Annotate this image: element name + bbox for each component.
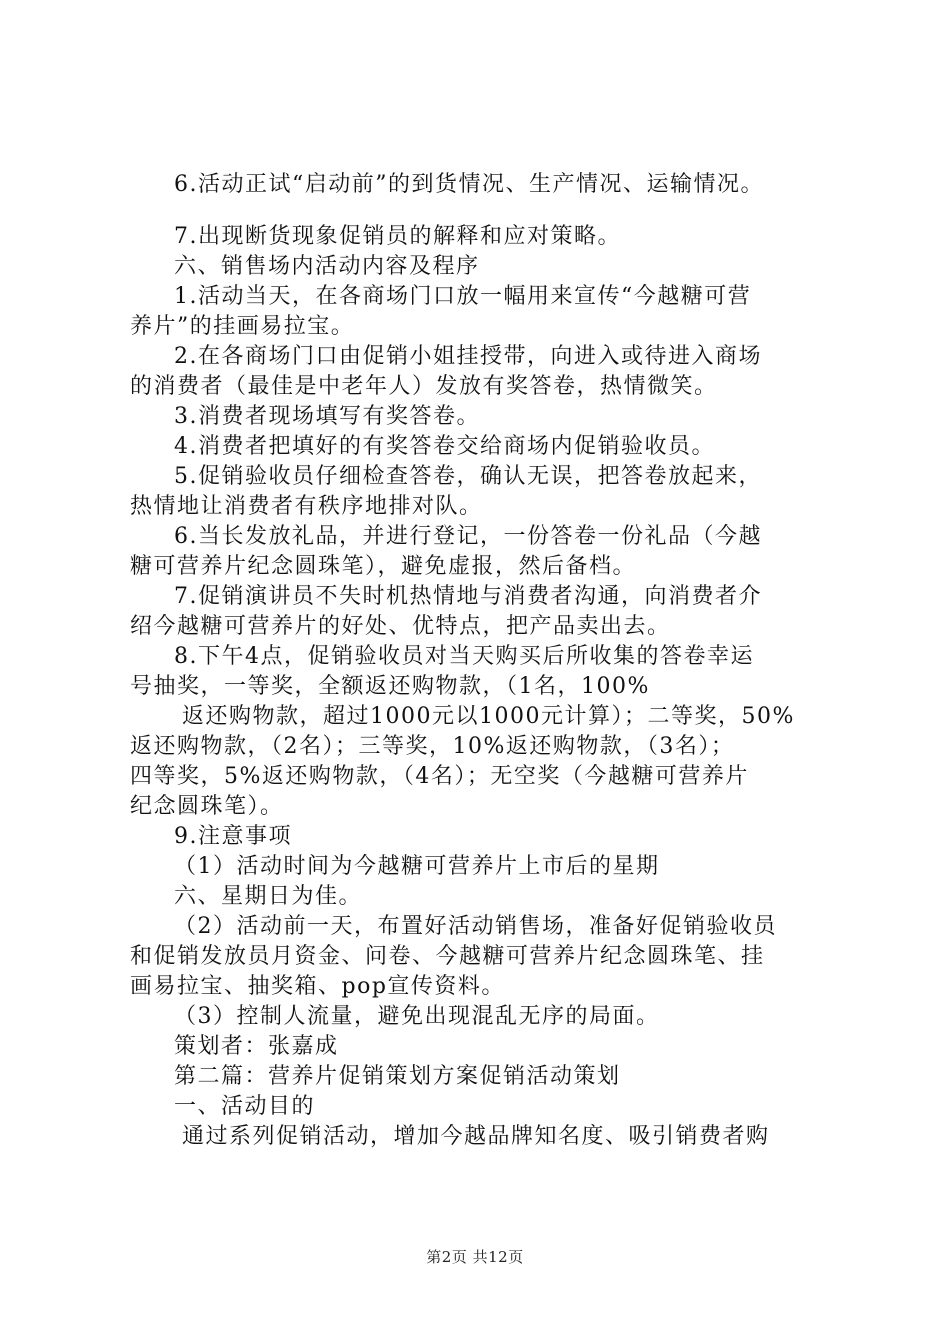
text-line: （2）活动前一天，布置好活动销售场，准备好促销验收员 — [174, 914, 777, 939]
text-line: 六、星期日为佳。 — [174, 884, 363, 909]
text-line: 绍今越糖可营养片的好处、优特点，把产品卖出去。 — [130, 614, 671, 639]
author-line: 策划者：张嘉成 — [174, 1034, 339, 1059]
section-heading: 六、销售场内活动内容及程序 — [174, 254, 480, 279]
text-line: 返还购物款，（2名）；三等奖，10%返还购物款，（3名）； — [130, 734, 735, 759]
text-line: 号抽奖，一等奖，全额返还购物款，（1名，100% — [130, 674, 650, 699]
text-line: 3.消费者现场填写有奖答卷。 — [174, 404, 480, 429]
page-footer: 第2页 共12页 — [426, 1248, 524, 1266]
text-line: （1）活动时间为今越糖可营养片上市后的星期 — [174, 854, 660, 879]
text-line: 4.消费者把填好的有奖答卷交给商场内促销验收员。 — [174, 434, 715, 459]
text-line: 2.在各商场门口由促销小姐挂授带，向进入或待进入商场 — [174, 344, 762, 369]
text-line: 四等奖，5%返还购物款，（4名）；无空奖（今越糖可营养片 — [130, 764, 749, 789]
text-line: 6.活动正试“启动前”的到货情况、生产情况、运输情况。 — [174, 172, 764, 197]
document-body — [130, 170, 840, 1152]
chapter-title: 第二篇：营养片促销策划方案促销活动策划 — [174, 1064, 621, 1089]
text-line: 返还购物款，超过1000元以1000元计算）；二等奖，50% — [182, 704, 795, 729]
text-line: 通过系列促销活动，增加今越品牌知名度、吸引销费者购 — [182, 1124, 770, 1149]
text-line: 7.出现断货现象促销员的解释和应对策略。 — [174, 224, 621, 249]
text-line: 5.促销验收员仔细检查答卷，确认无误，把答卷放起来， — [174, 464, 762, 489]
text-line: 养片”的挂画易拉宝。 — [130, 314, 355, 339]
section-heading: 9.注意事项 — [174, 824, 292, 849]
text-line: 糖可营养片纪念圆珠笔），避免虚报，然后备档。 — [130, 554, 637, 579]
text-line: 画易拉宝、抽奖箱、pop宣传资料。 — [130, 974, 505, 999]
text-line: 6.当长发放礼品，并进行登记，一份答卷一份礼品（今越 — [174, 524, 762, 549]
text-line: （3）控制人流量，避免出现混乱无序的局面。 — [174, 1004, 660, 1029]
text-line: 1.活动当天，在各商场门口放一幅用来宣传“今越糖可营 — [174, 284, 752, 309]
section-heading: 一、活动目的 — [174, 1094, 316, 1119]
text-line: 热情地让消费者有秩序地排对队。 — [130, 494, 483, 519]
text-line: 和促销发放员月资金、问卷、今越糖可营养片纪念圆珠笔、挂 — [130, 944, 765, 969]
text-line: 7.促销演讲员不失时机热情地与消费者沟通，向消费者介 — [174, 584, 762, 609]
text-line: 的消费者（最佳是中老年人）发放有奖答卷，热情微笑。 — [130, 374, 718, 399]
text-line: 8.下午4点，促销验收员对当天购买后所收集的答卷幸运 — [174, 644, 754, 669]
text-line: 纪念圆珠笔）。 — [130, 794, 284, 819]
